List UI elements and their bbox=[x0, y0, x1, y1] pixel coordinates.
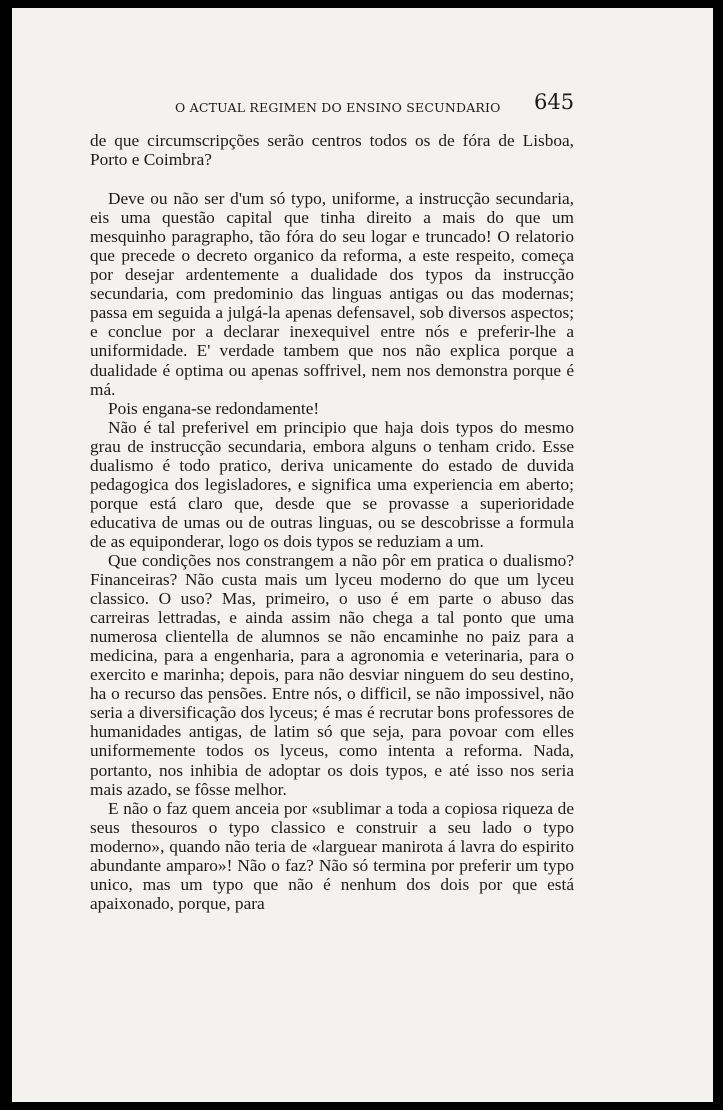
page-number: 645 bbox=[534, 90, 575, 114]
book-page bbox=[12, 8, 713, 1102]
body-text bbox=[90, 131, 574, 913]
paragraph: E não o faz quem anceia por «sublimar a toda a copiosa riqueza de seus thesouros o typo classico e construir a seu lado o typo moderno», quando não teria de «larguear manirota á lavra do espirito abundante amparo»! Não o faz? Não só termina por preferir um typo unico, mas um typo que não é nenhum dos dois por que está apaixonado, porque, para bbox=[90, 798, 574, 913]
paragraph: Pois engana-se redondamente! bbox=[108, 398, 320, 418]
paragraph: Que condições nos constrangem a não pôr em pratica o dualismo? Financeiras? Não custa mais um lyceu moderno do que um lyceu classico. O uso? Mas, primeiro, o uso é em parte o abuso das carreiras lettradas, e ainda assim não chega a tal ponto que uma numerosa clientella de alumnos se não encaminhe no paiz para a medicina, para a engenharia, para a agronomia e veterinaria, para o exercito e marinha; depois, para não desviar ninguem do seu destino, ha o recurso das pensões. Entre nós, o difficil, se não impossivel, não seria a diversificação dos lyceus; é mas é recrutar bons professores de humanidades antigas, de latim só que seja, para povoar com elles uniformemente todos os lyceus, como intenta a reforma. Nada, portanto, nos inhibia de adoptar os dois typos, e até isso nos seria mais azado, se fôsse melhor. bbox=[90, 550, 574, 799]
paragraph: Não é tal preferivel em principio que haja dois typos do mesmo grau de instrucção secundaria, embora alguns o tenham crido. Esse dualismo é todo pratico, deriva unicamente do estado de duvida pedagogica dos legisladores, e significa uma experiencia em aberto; porque está claro que, desde que se provasse a superioridade educativa de umas ou de outras linguas, ou se descobrisse a formula de as equiponderar, logo os dois typos se reduziam a um. bbox=[90, 417, 574, 551]
running-header: O ACTUAL REGIMEN DO ENSINO SECUNDARIO bbox=[175, 100, 501, 115]
paragraph: Deve ou não ser d'um só typo, uniforme, a instrucção secundaria, eis uma questão capital que tinha direito a mais do que um mesquinho paragrapho, tão fóra do seu logar e truncado! O relatorio que precede o decreto organico da reforma, a este respeito, começa por desejar ardentemente a dualidade dos typos da instrucção secundaria, com predominio das linguas antigas ou das modernas; passa em seguida a julgá-la apenas defensavel, sob diversos aspectos; e conclue por a declarar inexequivel entre nós e preferir-lhe a uniformidade. E' verdade tambem que nos não explica porque a dualidade é optima ou apenas soffrivel, nem nos demonstra porque é má. bbox=[90, 189, 574, 399]
paragraph-continued: de que circumscripções serão centros todos os de fóra de Lisboa, Porto e Coimbra? bbox=[90, 131, 574, 170]
